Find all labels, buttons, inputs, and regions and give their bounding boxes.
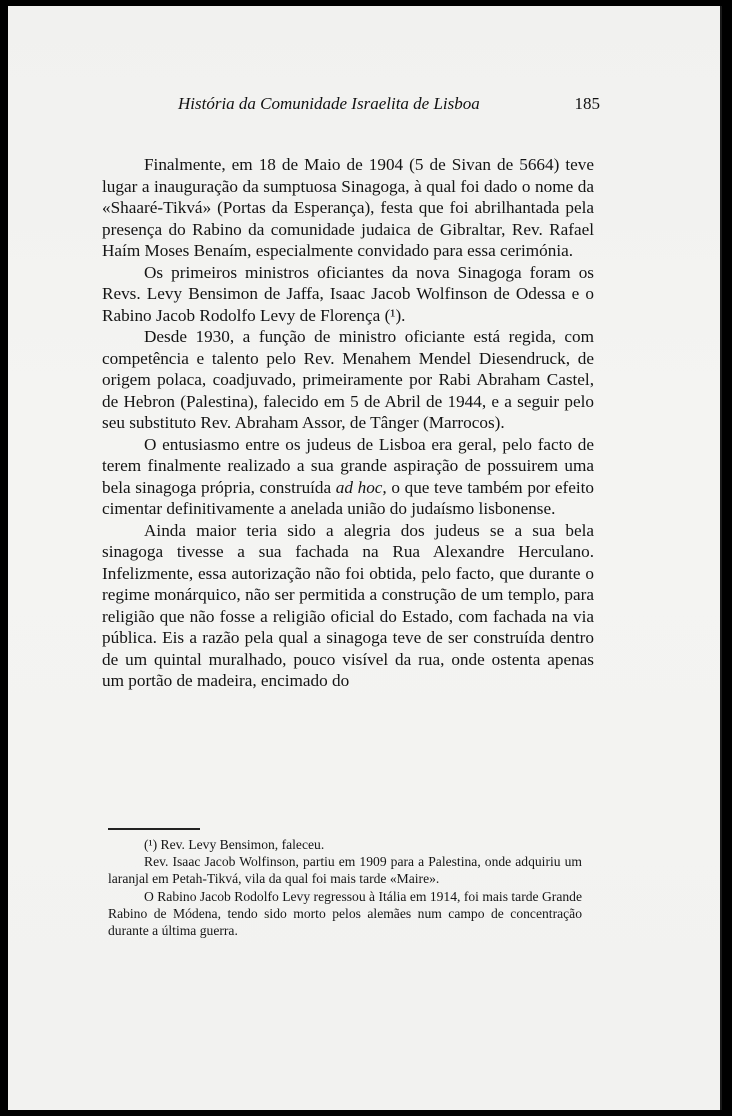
paragraph: Ainda maior teria sido a alegria dos judeus se a sua bela sinagoga tivesse a sua fachada na Rua Alexandre Herculano. Infelizmente, essa autorização não foi obtida, pelo facto, que durante o regime monárquico, não ser permitida a construção de um templo, para religião que não fosse a religião oficial do Estado, com fachada na via pública. Eis a razão pela qual a sinagoga teve de ser construída dentro de um quintal muralhado, pouco visível da rua, onde ostenta apenas um portão de madeira, encimado do — [102, 520, 594, 690]
running-title: História da Comunidade Israelita de Lisboa — [178, 94, 480, 113]
footnote: (¹) Rev. Levy Bensimon, faleceu. — [144, 837, 325, 852]
paragraph-text: O entusiasmo entre os judeus de Lisboa era geral, pelo facto de terem finalmente realizado a sua grande aspiração de possuirem uma bela sinagoga própria, construída — [102, 434, 594, 497]
latin-phrase: ad hoc, — [335, 477, 387, 497]
page-number: 185 — [574, 94, 600, 113]
paragraph-text: o que teve também por efeito cimentar definitivamente a anelada união do judaísmo lisbonense. — [102, 477, 594, 518]
paragraph: Finalmente, em 18 de Maio de 1904 (5 de Sivan de 5664) teve lugar a inauguração da sumptuosa Sinagoga, à qual foi dado o nome da «Shaaré-Tikvá» (Portas da Esperança), festa que foi abrilhantada pela presença do Rabino da comunidade judaica de Gibraltar, Rev. Rafael Haím Moses Benaím, especialmente convidado para essa cerimónia. — [102, 155, 594, 260]
footnote: O Rabino Jacob Rodolfo Levy regressou à Itália em 1914, foi mais tarde Grande Rabino de Módena, tendo sido morto pelos alemães num campo de concentração durante a última guerra. — [108, 888, 582, 939]
paragraph: Desde 1930, a função de ministro oficiante está regida, com competência e talento pelo Rev. Menahem Mendel Diesendruck, de origem polaca, coadjuvado, primeiramente por Rabi Abraham Castel, de Hebron (Palestina), falecido em 5 de Abril de 1944, e a seguir pelo seu substituto Rev. Abraham Assor, de Tânger (Marrocos). — [102, 327, 594, 432]
footnote-rule — [108, 828, 200, 830]
scan-border-left — [0, 0, 8, 1116]
scan-border-bottom — [0, 1110, 732, 1116]
paragraph — [102, 434, 594, 520]
page-header — [102, 94, 600, 118]
paragraph: Os primeiros ministros oficiantes da nova Sinagoga foram os Revs. Levy Bensimon de Jaffa, Isaac Jacob Wolfinson de Odessa e o Rabino Jacob Rodolfo Levy de Florença (¹). — [102, 262, 594, 325]
scan-border-right — [722, 0, 732, 1116]
footnote: Rev. Isaac Jacob Wolfinson, partiu em 1909 para a Palestina, onde adquiriu um laranjal em Petah-Tikvá, vila da qual foi mais tarde «Maire». — [108, 854, 582, 887]
book-page — [8, 6, 720, 1110]
main-text — [102, 154, 594, 692]
footnotes — [108, 836, 582, 939]
